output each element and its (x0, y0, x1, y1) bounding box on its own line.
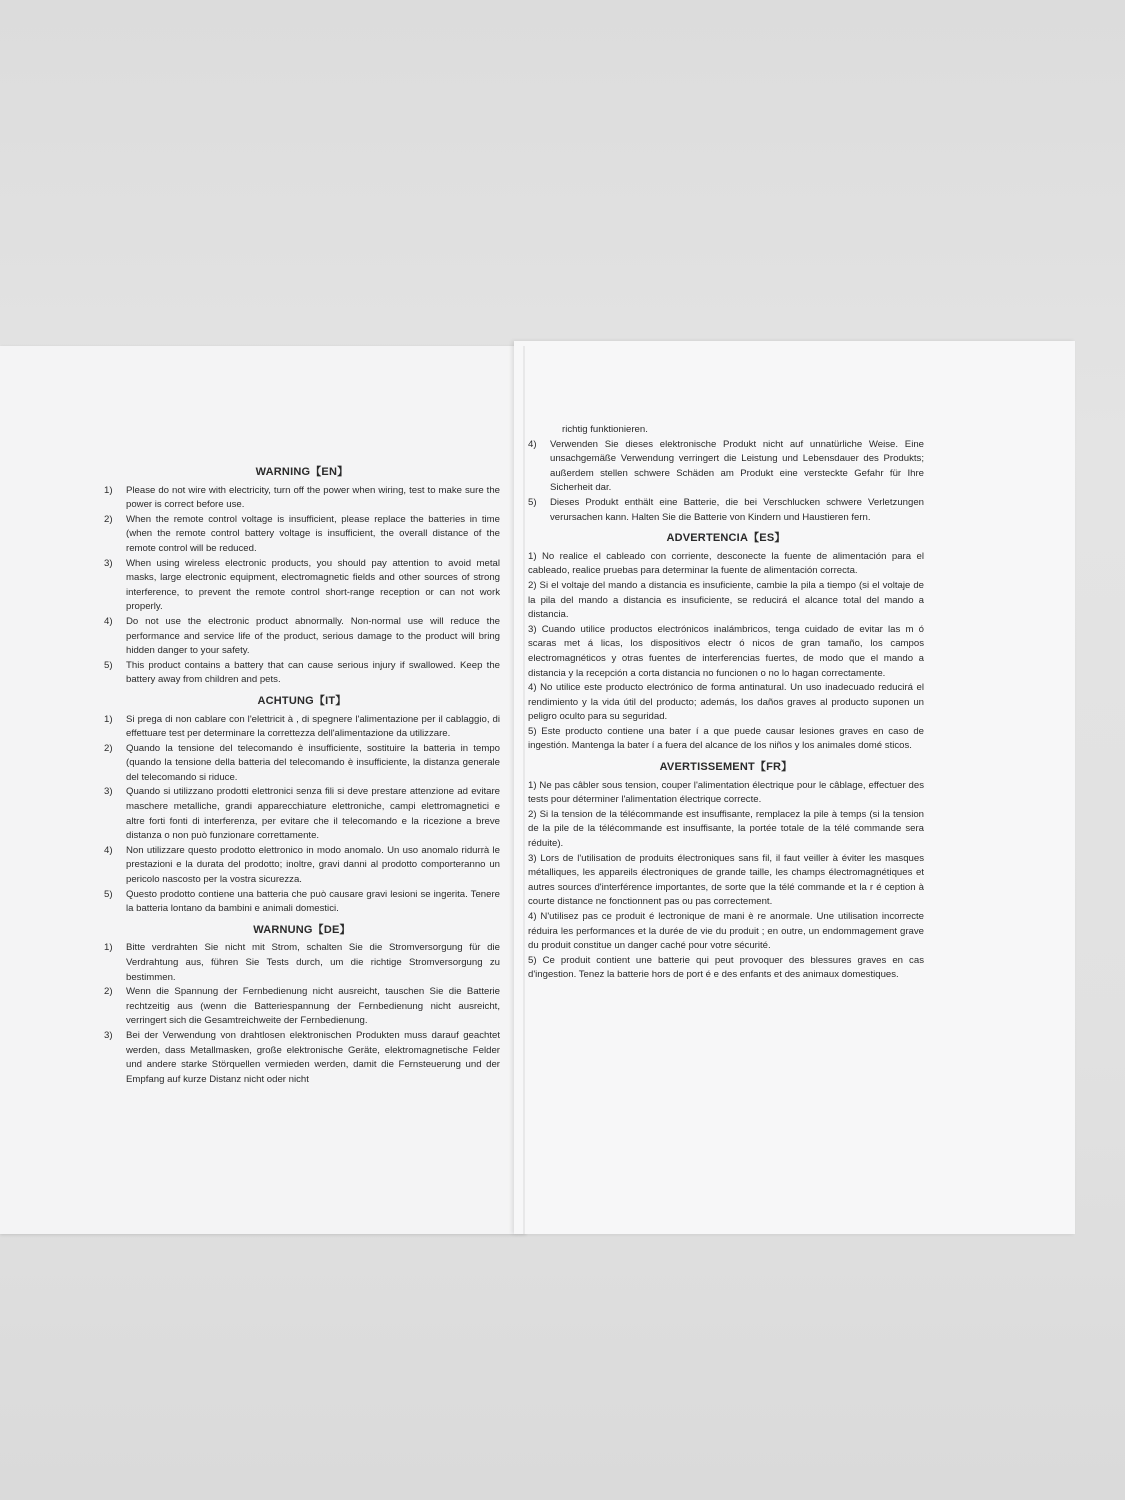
list-item: 2) When the remote control voltage is insufficient, please replace the batteries in time (when the remote control battery voltage is insufficient, the overall distance of the remote control will be reduced. (104, 513, 500, 554)
list-item: 1) Bitte verdrahten Sie nicht mit Strom, schalten Sie die Stromversorgung für die Verdrahtung aus, führen Sie Tests durch, um die richtige Stromversorgung zu bestimmen. (104, 942, 500, 983)
heading-it: ACHTUNG【IT】 (257, 694, 347, 707)
list-item: 3) Bei der Verwendung von drahtlosen elektronischen Produkten muss darauf geachtet werden, dass Metallmasken, große elektronische Geräte, elektromagnetische Felder und andere starke Störquellen vermieden werden, damit die Fernsteuerung und der Empfang auf kurze Distanz nicht oder nicht (104, 1029, 500, 1085)
list-item: 4) No utilice este producto electrónico de forma antinatural. Un uso inadecuado reducirá el rendimiento y la vida útil del producto; además, los daños graves al producto suponen un peligro oculto para su seguridad. (528, 682, 924, 723)
list-item: 5) Questo prodotto contiene una batteria che può causare gravi lesioni se ingerita. Tenere la batteria lontano da bambini e animali domestici. (104, 888, 500, 915)
list-item: 2) Wenn die Spannung der Fernbedienung nicht ausreicht, tauschen Sie die Batterie rechtzeitig aus (wenn die Batteriespannung der Fernbedienung nicht ausreicht, verringert sich die Gesamtreichweite der Fernbedienung. (104, 986, 500, 1027)
list-item: 5) Este producto contiene una bater í a que puede causar lesiones graves en caso de ingestión. Mantenga la bater í a fuera del alcance de los niños y los animales domé sticos. (528, 725, 924, 752)
list-de-cont (528, 438, 924, 526)
sheet-fold-edge (523, 346, 525, 1234)
list-item: 1) Please do not wire with electricity, turn off the power when wiring, test to make sure the power is correct before use. (104, 484, 500, 511)
list-en (104, 484, 500, 688)
heading-fr: AVERTISSEMENT【FR】 (659, 761, 793, 774)
list-item: 2) Si la tension de la télécommande est insuffisante, remplacez la pile à temps (si la tension de la pile de la télécommande est insuffisante, la portée totale de la télé commande sera réduite). (528, 808, 924, 850)
list-item: 4) Non utilizzare questo prodotto elettronico in modo anomalo. Un uso anomalo ridurrà le prestazioni e la durata del prodotto; inoltre, gravi danni al prodotto comporteranno un pericolo nascosto per la vostra sicurezza. (104, 844, 500, 886)
de-continuation: richtig funktionieren. (562, 424, 648, 435)
heading-es: ADVERTENCIA【ES】 (666, 532, 786, 545)
list-item: 1) No realice el cableado con corriente, desconecte la fuente de alimentación para el cableado, realice pruebas para determinar la fuente de alimentación correcta. (528, 550, 924, 577)
list-item: 5) Ce produit contient une batterie qui peut provoquer des blessures graves en cas d'ingestion. Tenez la batterie hors de port é e des enfants et des animaux domestiques. (528, 954, 924, 981)
heading-de: WARNUNG【DE】 (253, 923, 351, 936)
list-item: 3) Cuando utilice productos electrónicos inalámbricos, tenga cuidado de evitar las m ó scaras met á licas, los dispositivos electr ó nicos de gran tamaño, los campos electromagnéticos y otras fuentes de interferencias fuertes, de modo que el mando a distancia y la recepción a corta distancia no funcionen o no lo hagan correctamente. (528, 623, 924, 679)
list-item: 1) Si prega di non cablare con l'elettricit à , di spegnere l'alimentazione per il cablaggio, di effettuare test per determinare la correttezza dell'alimentazione da utilizzare. (104, 713, 500, 740)
list-item: 3) When using wireless electronic products, you should pay attention to avoid metal masks, large electronic equipment, electromagnetic fields and other sources of strong interference, to prevent the remote control short-range reception or can not work properly. (104, 557, 500, 613)
list-de (104, 941, 500, 1087)
list-item: 3) Quando si utilizzano prodotti elettronici senza fili si deve prestare attenzione ad evitare maschere metalliche, grandi apparecchiature elettroniche, campi elettromagnetici e altre forti fonti di interferenza, per evitare che il telecomando e la ricezione a breve distanza o non può funzionare correttamente. (104, 786, 500, 842)
list-fr (528, 779, 924, 983)
list-es (528, 550, 924, 754)
list-item: 2) Quando la tensione del telecomando è insufficiente, sostituire la batteria in tempo (quando la tensione della batteria del telecomando è insufficiente, la distanza generale del telecomando si riduce. (104, 742, 500, 783)
list-item: 4) Do not use the electronic product abnormally. Non-normal use will reduce the performance and service life of the product, serious damage to the product will bring hidden danger to your safety. (104, 615, 500, 657)
list-item: 1) Ne pas câbler sous tension, couper l'alimentation électrique pour le câblage, effectuer des tests pour déterminer l'alimentation électrique correcte. (528, 779, 924, 806)
left-column (104, 462, 500, 1087)
heading-en: WARNING【EN】 (255, 466, 349, 478)
list-item: 2) Si el voltaje del mando a distancia es insuficiente, cambie la pila a tiempo (si el voltaje de la pila del mando a distancia es insuficiente, se reducirá el alcance total del mando a distancia. (528, 579, 924, 621)
list-item: 5) This product contains a battery that can cause serious injury if swallowed. Keep the battery away from children and pets. (104, 659, 500, 686)
list-it (104, 713, 500, 917)
list-item: 5) Dieses Produkt enthält eine Batterie, die bei Verschlucken schwere Verletzungen verursachen kann. Halten Sie die Batterie von Kindern und Haustieren fern. (528, 496, 924, 523)
right-column (528, 423, 924, 983)
list-item: 3) Lors de l'utilisation de produits électroniques sans fil, il faut veiller à éviter les masques métalliques, les appareils électroniques de grande taille, les champs électromagnétiques et autres sources d'interférence importantes, de sorte que la télé commande et la r é ception à courte distance ne fonctionnent pas ou pas correctement. (528, 852, 924, 908)
list-item: 4) N'utilisez pas ce produit é lectronique de mani è re anormale. Une utilisation incorrecte réduira les performances et la durée de vie du produit ; en outre, un endommagement grave du produit constitue un danger caché pour votre sécurité. (528, 911, 924, 952)
list-item: 4) Verwenden Sie dieses elektronische Produkt nicht auf unnatürliche Weise. Eine unsachgemäße Verwendung verringert die Leistung und Lebensdauer des Produkts; außerdem stellen schwere Schäden am Produkt eine versteckte Gefahr für Ihre Sicherheit dar. (528, 438, 924, 494)
